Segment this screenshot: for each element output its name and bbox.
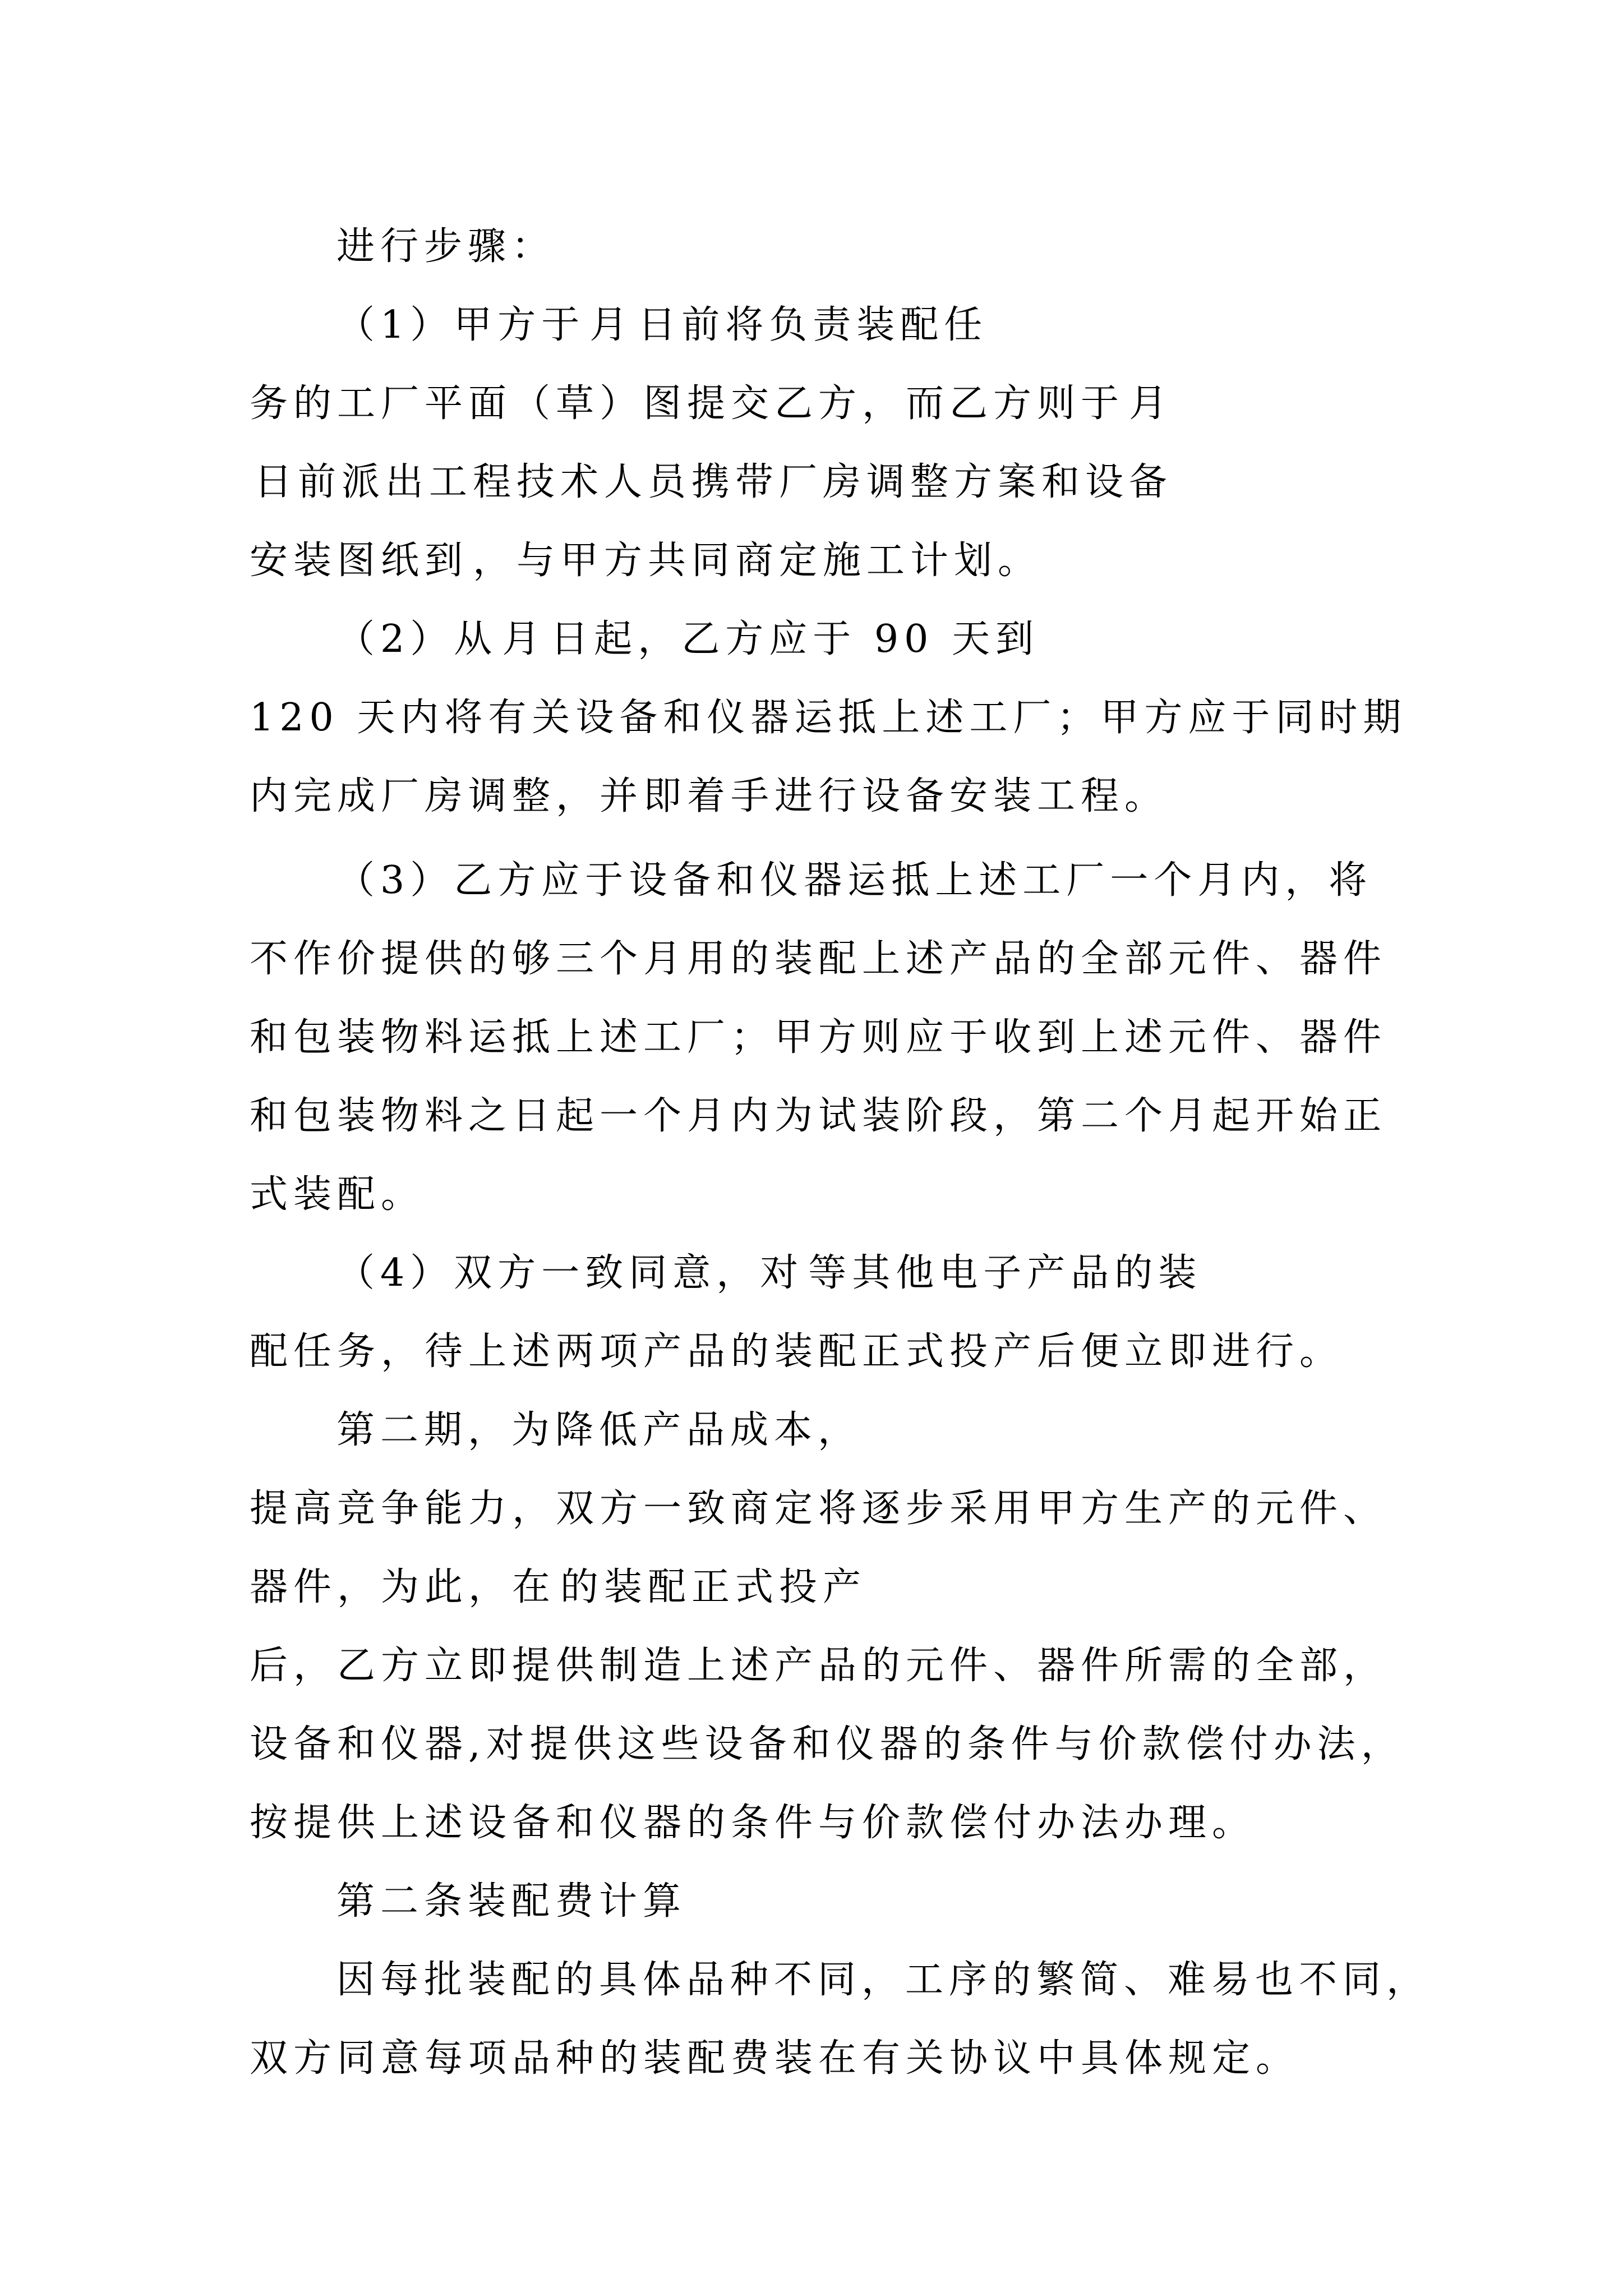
text-segment: （3）乙方应于设备和仪器运抵上述工厂一个月内，将 xyxy=(336,858,1373,903)
text-segment: 等其他电子产品的装 xyxy=(808,1251,1202,1295)
text-line xyxy=(250,757,1623,836)
text-line xyxy=(250,1313,1623,1391)
text-line xyxy=(250,1470,1623,1548)
text-segment: 设备和仪器,对提供这些设备和仪器的条件与价款偿付办法， xyxy=(250,1722,1405,1766)
text-segment: 按提供上述设备和仪器的条件与价款偿付办法办理。 xyxy=(250,1801,1256,1845)
text-segment: （4）双方一致同意，对 xyxy=(336,1251,804,1295)
text-segment: 日起，乙方应于 90 天到 xyxy=(550,617,1040,661)
text-segment: 的装配正式投产 xyxy=(560,1565,867,1609)
section-heading xyxy=(336,1862,1623,1941)
text-segment: 式装配。 xyxy=(250,1172,425,1217)
text-segment: 月 xyxy=(1129,381,1173,426)
text-segment: 提高竞争能力，双方一致商定将逐步采用甲方生产的元件、 xyxy=(250,1487,1387,1531)
text-segment: ， xyxy=(818,1408,862,1452)
text-segment: 日前派出工程技术人员携带厂房调整方案和设备 xyxy=(254,460,1173,504)
text-segment: 配任务，待上述两项产品的装配正式投产后便立即进行。 xyxy=(250,1329,1344,1374)
text-segment: 月 xyxy=(502,617,546,661)
text-segment: （1）甲方于 xyxy=(336,303,585,347)
text-segment: 产品成本 xyxy=(643,1408,818,1452)
text-line xyxy=(336,1234,1623,1313)
text-line xyxy=(336,286,1623,365)
text-segment: 第二期，为降低 xyxy=(336,1408,643,1452)
text-segment: 双方同意每项品种的装配费装在有关协议中具体规定。 xyxy=(250,2036,1300,2081)
text-line xyxy=(250,1705,1623,1784)
text-segment: 第二条装配费计算 xyxy=(336,1879,687,1924)
text-segment: 因每批装配的具体品种不同，工序的繁简、难易也不同， xyxy=(336,1958,1431,2002)
text-line xyxy=(336,1391,1623,1470)
text-segment: 和包装物料之日起一个月内为试装阶段，第二个月起开始正 xyxy=(250,1094,1387,1138)
text-segment: 不作价提供的够三个月用的装配上述产品的全部元件、器件 xyxy=(250,937,1387,981)
text-line xyxy=(250,2019,1623,2098)
text-line xyxy=(336,208,1623,286)
text-segment: （2）从 xyxy=(336,617,498,661)
text-segment: 和包装物料运抵上述工厂；甲方则应于收到上述元件、器件 xyxy=(250,1015,1387,1060)
text-line xyxy=(336,600,1623,679)
text-line xyxy=(250,920,1623,999)
text-line xyxy=(250,365,1623,443)
text-segment: 月 xyxy=(589,303,634,347)
text-line xyxy=(336,841,1623,920)
text-segment: 日前将负责装配任 xyxy=(638,303,988,347)
text-line xyxy=(250,999,1623,1077)
text-segment: ，与甲方共同商定施工计划。 xyxy=(473,539,1042,583)
text-segment: 器件，为此，在 xyxy=(250,1565,556,1609)
text-segment: 进行步骤： xyxy=(336,224,556,269)
text-line xyxy=(250,679,1623,757)
text-line xyxy=(250,443,1623,522)
text-segment: 后，乙方立即提供制造上述产品的元件、器件所需的全部， xyxy=(250,1644,1387,1688)
text-line xyxy=(250,1077,1623,1156)
text-segment: 安装图纸到 xyxy=(250,539,469,583)
text-line xyxy=(336,1941,1623,2019)
text-line xyxy=(250,1548,1623,1627)
text-segment: 内完成厂房调整，并即着手进行设备安装工程。 xyxy=(250,774,1169,818)
text-segment: 120 天内将有关设备和仪器运抵上述工厂；甲方应于同时期 xyxy=(250,696,1407,740)
text-line xyxy=(250,1627,1623,1705)
text-line xyxy=(250,522,1623,600)
text-line xyxy=(250,1156,1623,1234)
text-segment: 务的工厂平面（草）图提交乙方，而乙方则于 xyxy=(250,381,1125,426)
text-line xyxy=(250,1784,1623,1862)
